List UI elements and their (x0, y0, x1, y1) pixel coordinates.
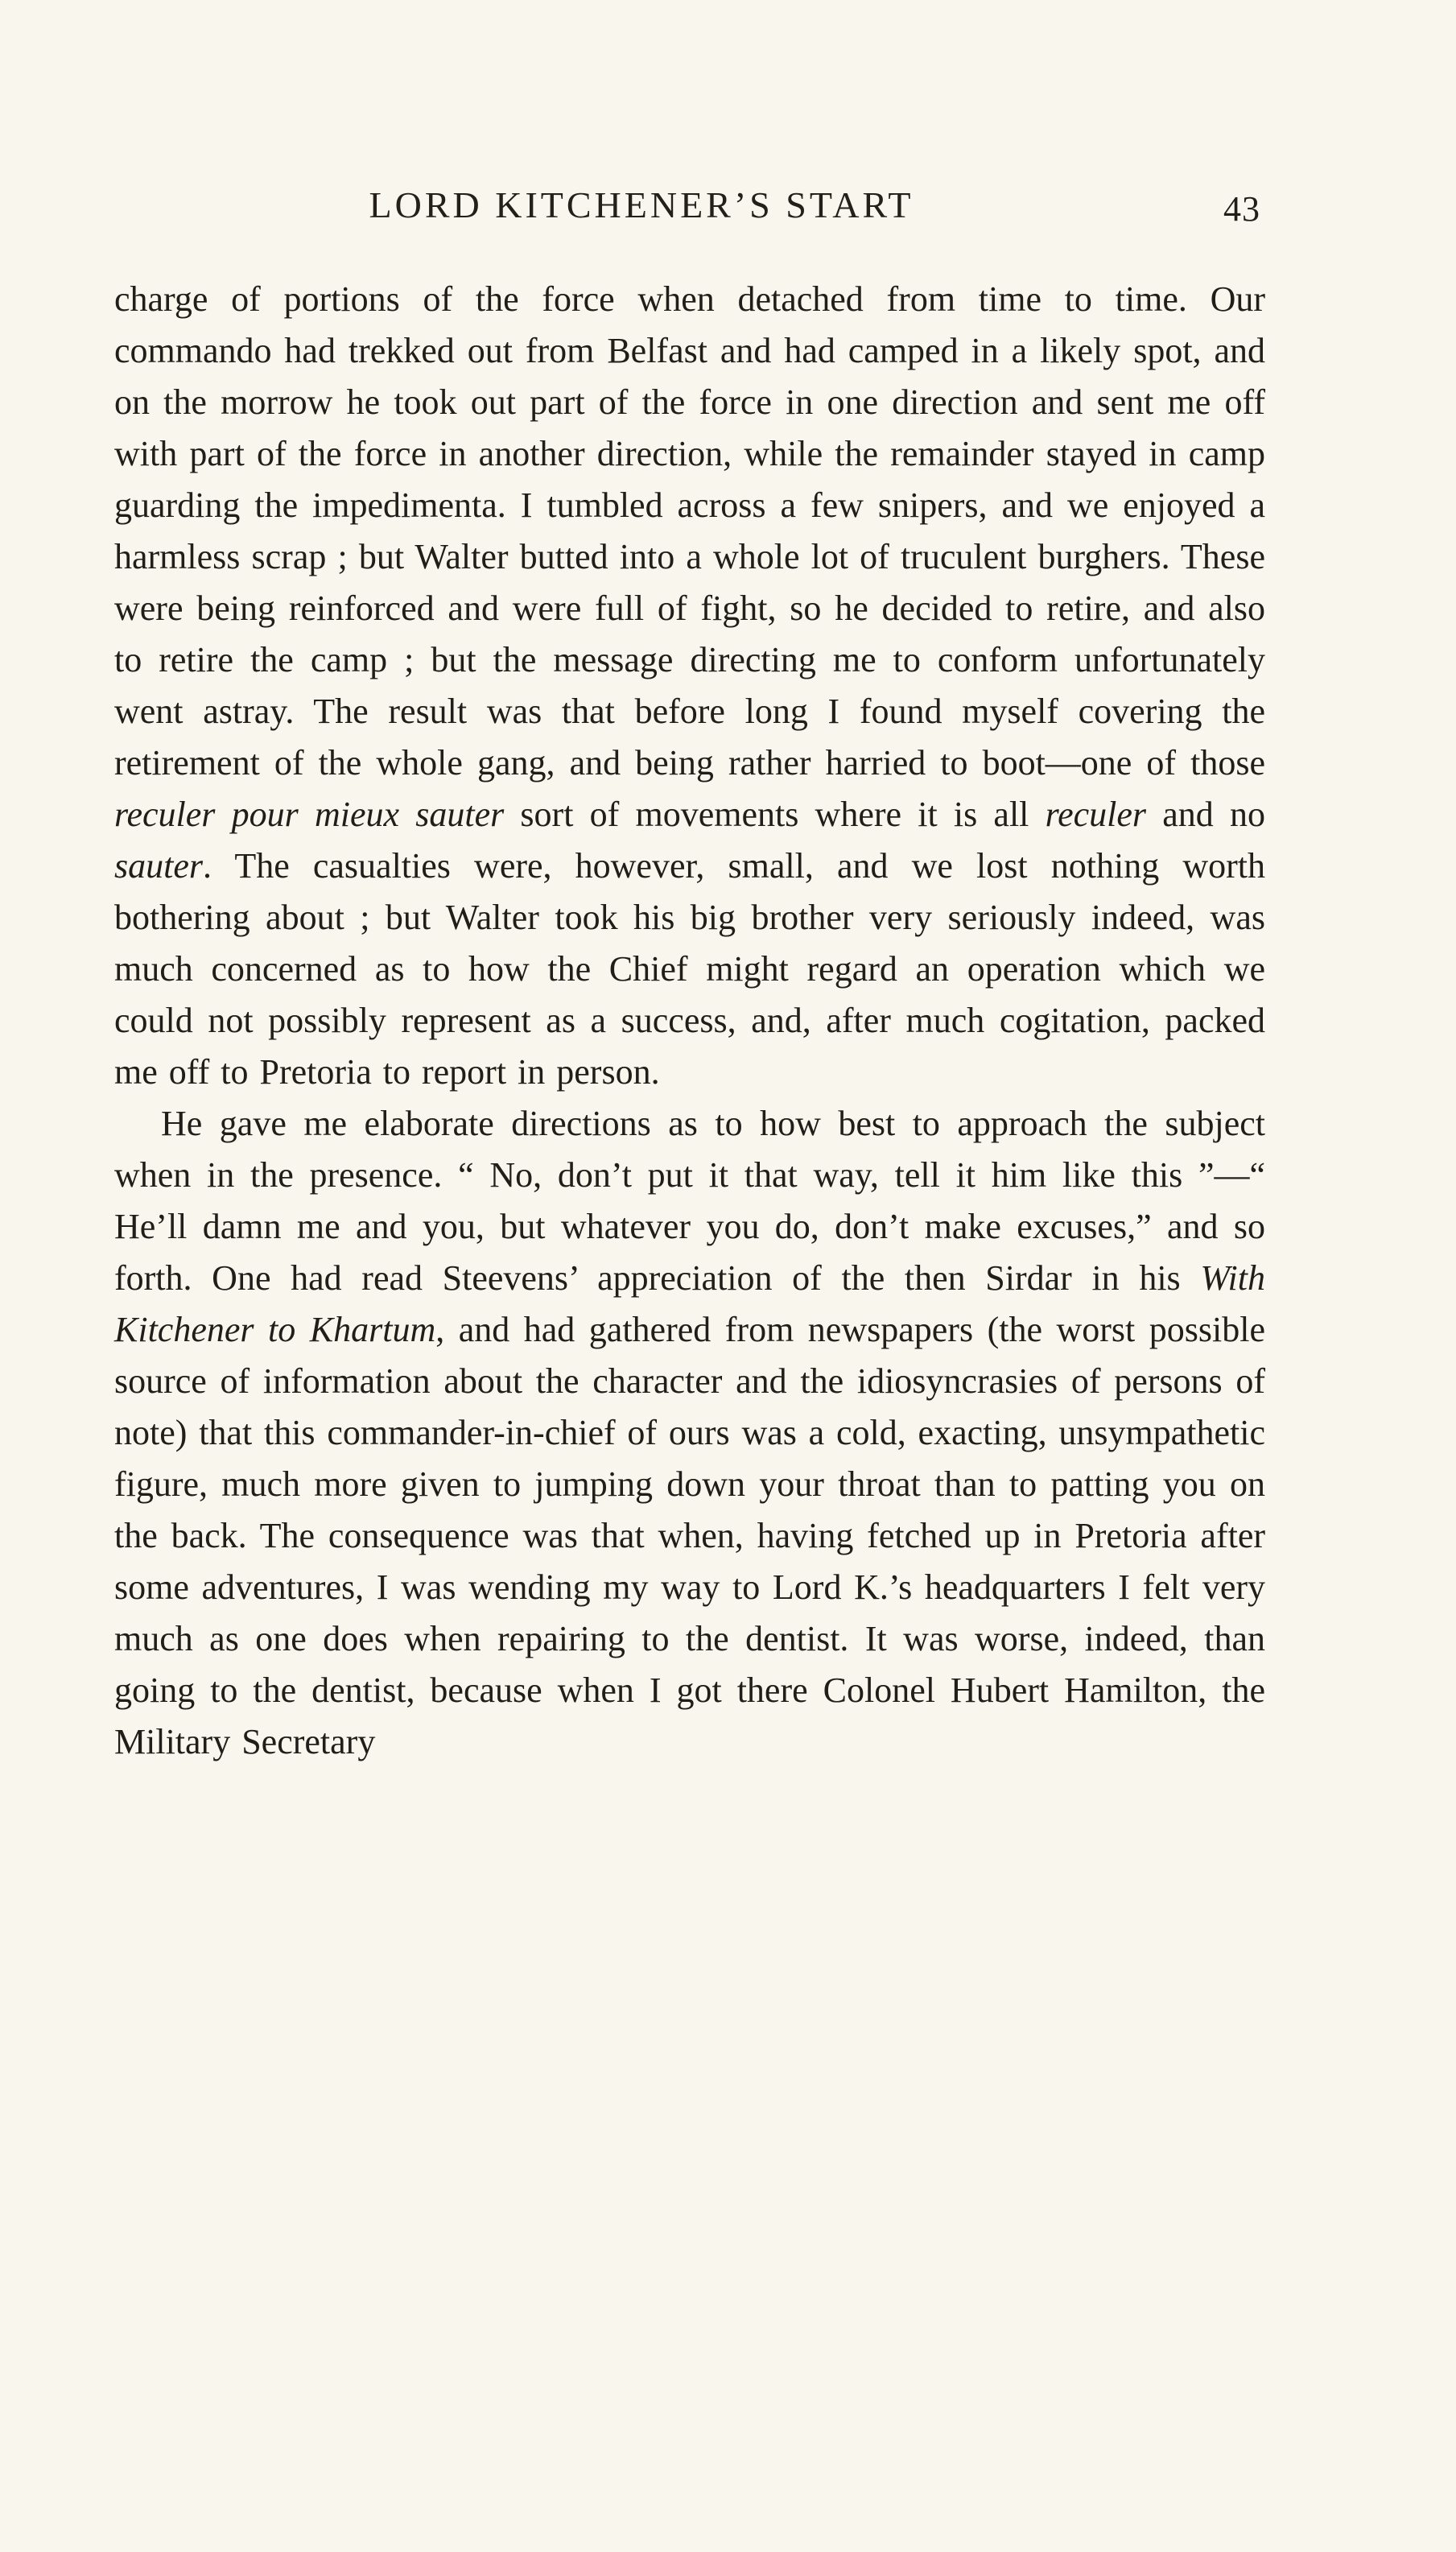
text-run: charge of portions of the force when detached from time to time. Our commando had trekked out from Belfast and had camped in a likely spot, and on the morrow he took out part of the force in one direction and sent me off with part of the force in another direction, while the remainder stayed in camp guarding the impedimenta. I tumbled across a few snipers, and we enjoyed a harmless scrap ; but Walter butted into a whole lot of truculent burghers. These were being reinforced and were full of fight, so he decided to retire, and also to retire the camp ; but the message directing me to conform unfortunately went astray. The result was that before long I found myself covering the retirement of the whole gang, and being rather harried to boot—one of those (114, 279, 1265, 783)
page-body (114, 274, 1265, 1768)
text-run: , and had gathered from newspapers (the worst possible source of information about the character and the idiosyncrasies of persons of note) that this commander-in-chief of ours was a cold, exacting, unsympathetic figure, much more given to jumping down your throat than to patting you on the back. The consequence was that when, having fetched up in Pretoria after some adventures, I was wending my way to Lord K.’s headquarters I felt very much as one does when repairing to the dentist. It was worse, indeed, than going to the dentist, because when I got there Colonel Hubert Hamilton, the Military Secretary (114, 1310, 1265, 1761)
text-run-italic: sauter (114, 846, 203, 886)
text-run-italic: reculer pour mieux sauter (114, 795, 505, 834)
paragraph-2 (114, 1098, 1265, 1768)
text-run-italic: With Kitchener to Khartum (114, 1258, 1265, 1349)
text-block (114, 184, 1265, 1768)
text-run: . The casualties were, however, small, and we lost nothing worth bothering about ; but Walter took his big brother very seriously indeed, was much concerned as to how the Chief might regard an operation which we could not possibly represent as a success, and, after much cogitation, packed me off to Pretoria to report in person. (114, 846, 1265, 1092)
text-run: sort of movements where it is all (504, 795, 1046, 834)
page-number: 43 (1223, 189, 1260, 229)
text-run-italic: reculer (1045, 795, 1147, 834)
paragraph-1 (114, 274, 1265, 1098)
running-header (114, 184, 1265, 240)
text-run: He gave me elaborate directions as to how best to approach the subject when in the presence. “ No, don’t put it that way, tell it him like this ”—“ He’ll damn me and you, but whatever you do, don’t make excuses,” and so forth. One had read Steevens’ appreciation of the then Sirdar in his (114, 1104, 1265, 1298)
text-run: and no (1146, 795, 1265, 834)
chapter-title: LORD KITCHENER’S START (369, 184, 914, 225)
